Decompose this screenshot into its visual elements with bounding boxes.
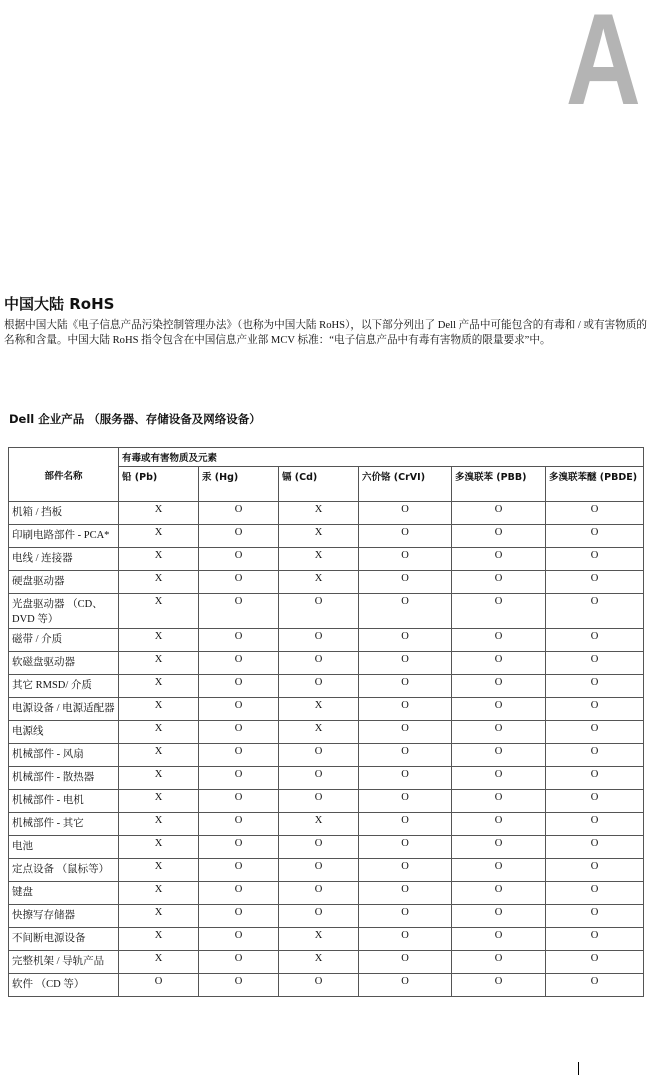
substance-value: O [279, 675, 359, 698]
column-header: 镉 (Cd) [279, 467, 359, 502]
substance-value: X [119, 721, 199, 744]
substance-value: O [452, 836, 546, 859]
section-title: 中国大陆 RoHS [4, 295, 115, 313]
part-name: 软磁盘驱动器 [9, 652, 119, 675]
part-name: 机械部件 - 其它 [9, 813, 119, 836]
part-name: 完整机架 / 导轨产品 [9, 951, 119, 974]
substance-value: X [119, 951, 199, 974]
substance-value: O [359, 548, 452, 571]
substance-value: X [119, 698, 199, 721]
table-row [9, 652, 644, 675]
substance-value: O [199, 525, 279, 548]
table-row [9, 675, 644, 698]
substance-value: O [199, 698, 279, 721]
substance-value: O [359, 594, 452, 629]
substance-value: O [452, 744, 546, 767]
table-row [9, 548, 644, 571]
substance-value: X [119, 502, 199, 525]
substance-value: O [546, 629, 644, 652]
substance-value: O [199, 652, 279, 675]
substance-value: O [199, 836, 279, 859]
substance-value: O [279, 882, 359, 905]
substance-value: O [359, 905, 452, 928]
substance-value: O [359, 571, 452, 594]
substance-value: X [279, 813, 359, 836]
column-header: 多溴联苯醚 (PBDE) [546, 467, 644, 502]
substance-value: X [119, 767, 199, 790]
substance-value: O [199, 905, 279, 928]
table-row [9, 698, 644, 721]
table-row [9, 525, 644, 548]
part-name: 键盘 [9, 882, 119, 905]
substance-value: O [546, 594, 644, 629]
page-footer-rule [578, 1062, 579, 1075]
substance-value: O [279, 744, 359, 767]
substance-value: O [199, 928, 279, 951]
substance-value: O [199, 744, 279, 767]
table-row [9, 928, 644, 951]
substance-value: X [119, 744, 199, 767]
substance-value: X [119, 836, 199, 859]
substance-value: O [279, 836, 359, 859]
substance-value: O [199, 571, 279, 594]
table-row [9, 629, 644, 652]
substance-value: O [359, 790, 452, 813]
substance-value: O [359, 502, 452, 525]
table-row [9, 951, 644, 974]
substance-value: X [119, 675, 199, 698]
substance-value: X [279, 698, 359, 721]
substance-value: O [359, 951, 452, 974]
substance-value: O [546, 571, 644, 594]
substance-group-header: 有毒或有害物质及元素 [119, 448, 644, 467]
substance-value: O [546, 836, 644, 859]
substance-value: O [359, 675, 452, 698]
substance-value: O [199, 721, 279, 744]
substance-value: O [546, 974, 644, 997]
substance-value: O [452, 571, 546, 594]
table-row [9, 721, 644, 744]
part-name: 机箱 / 挡板 [9, 502, 119, 525]
substance-value: O [452, 548, 546, 571]
substance-value: O [546, 502, 644, 525]
substance-value: O [279, 767, 359, 790]
part-name: 机械部件 - 散热器 [9, 767, 119, 790]
substance-value: O [359, 836, 452, 859]
substance-value: O [452, 721, 546, 744]
substance-value: O [359, 698, 452, 721]
substance-value: O [199, 974, 279, 997]
substance-value: O [546, 813, 644, 836]
substance-value: O [546, 652, 644, 675]
part-name: 其它 RMSD/ 介质 [9, 675, 119, 698]
table-row [9, 974, 644, 997]
substance-value: O [452, 502, 546, 525]
substance-value: O [359, 974, 452, 997]
substance-value: X [279, 502, 359, 525]
substance-value: O [199, 951, 279, 974]
substance-value: O [199, 767, 279, 790]
substance-value: X [119, 882, 199, 905]
substance-value: O [452, 905, 546, 928]
substance-value: O [199, 882, 279, 905]
table-row [9, 905, 644, 928]
substance-value: X [279, 548, 359, 571]
substance-value: O [452, 767, 546, 790]
substance-value: X [279, 928, 359, 951]
substance-value: O [359, 629, 452, 652]
substance-value: O [359, 744, 452, 767]
column-header: 汞 (Hg) [199, 467, 279, 502]
substance-value: O [546, 905, 644, 928]
substance-value: O [452, 859, 546, 882]
substance-value: O [359, 721, 452, 744]
substance-value: O [452, 594, 546, 629]
table-row [9, 836, 644, 859]
substance-value: O [279, 974, 359, 997]
part-name: 电源设备 / 电源适配器 [9, 698, 119, 721]
substance-value: X [119, 859, 199, 882]
substance-value: O [546, 548, 644, 571]
rohs-table [8, 447, 644, 997]
part-name: 硬盘驱动器 [9, 571, 119, 594]
substance-value: O [279, 790, 359, 813]
substance-value: O [546, 525, 644, 548]
substance-value: X [119, 928, 199, 951]
column-header: 铅 (Pb) [119, 467, 199, 502]
part-name: 磁带 / 介质 [9, 629, 119, 652]
substance-value: O [359, 882, 452, 905]
substance-value: O [546, 767, 644, 790]
substance-value: O [359, 525, 452, 548]
substance-value: O [452, 951, 546, 974]
substance-value: X [119, 525, 199, 548]
substance-value: O [359, 767, 452, 790]
substance-value: O [199, 502, 279, 525]
substance-value: O [452, 813, 546, 836]
substance-value: O [119, 974, 199, 997]
substance-value: X [119, 594, 199, 629]
substance-value: O [452, 790, 546, 813]
substance-value: X [119, 629, 199, 652]
substance-value: O [199, 594, 279, 629]
substance-value: O [546, 928, 644, 951]
substance-value: O [279, 594, 359, 629]
substance-value: O [546, 744, 644, 767]
substance-value: X [279, 721, 359, 744]
substance-value: O [546, 698, 644, 721]
substance-value: O [359, 813, 452, 836]
part-name: 光盘驱动器 （CD、 DVD 等） [9, 594, 119, 629]
substance-value: O [199, 675, 279, 698]
substance-value: O [199, 548, 279, 571]
substance-value: O [199, 629, 279, 652]
substance-value: O [279, 859, 359, 882]
substance-value: O [359, 859, 452, 882]
substance-value: X [119, 905, 199, 928]
substance-value: O [279, 652, 359, 675]
part-name: 定点设备 （鼠标等） [9, 859, 119, 882]
substance-value: X [119, 652, 199, 675]
substance-value: O [452, 525, 546, 548]
column-header: 多溴联苯 (PBB) [452, 467, 546, 502]
substance-value: O [279, 905, 359, 928]
appendix-letter: A [565, 0, 641, 132]
substance-value: O [546, 675, 644, 698]
part-name: 软件 （CD 等） [9, 974, 119, 997]
substance-value: O [452, 882, 546, 905]
substance-value: O [546, 790, 644, 813]
part-name: 印刷电路部件 - PCA* [9, 525, 119, 548]
table-row [9, 767, 644, 790]
intro-paragraph: 根据中国大陆《电子信息产品污染控制管理办法》（也称为中国大陆 RoHS），以下部分列出了 Dell 产品中可能包含的有毒和 / 或有害物质的名称和含量。中国大陆 RoHS 指令包含在中国信息产业部 MCV 标准：“电子信息产品中有毒有害物质的限量要求”中。 [4, 320, 647, 346]
table-title: Dell 企业产品 （服务器、存储设备及网络设备） [9, 412, 261, 426]
substance-value: O [546, 951, 644, 974]
table-row [9, 813, 644, 836]
substance-value: O [546, 859, 644, 882]
substance-value: X [119, 813, 199, 836]
substance-value: O [279, 629, 359, 652]
substance-value: O [359, 928, 452, 951]
substance-value: X [119, 548, 199, 571]
part-name: 电源线 [9, 721, 119, 744]
table-row [9, 502, 644, 525]
part-name: 电线 / 连接器 [9, 548, 119, 571]
part-name: 不间断电源设备 [9, 928, 119, 951]
substance-value: X [119, 571, 199, 594]
part-name-header: 部件名称 [9, 448, 119, 502]
table-row [9, 859, 644, 882]
substance-value: O [452, 974, 546, 997]
substance-value: O [452, 698, 546, 721]
substance-value: O [546, 882, 644, 905]
substance-value: X [119, 790, 199, 813]
substance-value: O [199, 813, 279, 836]
substance-value: X [279, 525, 359, 548]
substance-value: X [279, 571, 359, 594]
table-row [9, 571, 644, 594]
table-row [9, 744, 644, 767]
substance-value: O [452, 675, 546, 698]
substance-value: O [359, 652, 452, 675]
substance-value: O [452, 928, 546, 951]
part-name: 机械部件 - 风扇 [9, 744, 119, 767]
substance-value: O [546, 721, 644, 744]
part-name: 电池 [9, 836, 119, 859]
table-row [9, 790, 644, 813]
substance-value: O [452, 629, 546, 652]
substance-value: X [279, 951, 359, 974]
table-row [9, 594, 644, 629]
table-row [9, 882, 644, 905]
column-header: 六价铬 (CrVI) [359, 467, 452, 502]
part-name: 机械部件 - 电机 [9, 790, 119, 813]
substance-value: O [452, 652, 546, 675]
part-name: 快擦写存储器 [9, 905, 119, 928]
substance-value: O [199, 859, 279, 882]
substance-value: O [199, 790, 279, 813]
